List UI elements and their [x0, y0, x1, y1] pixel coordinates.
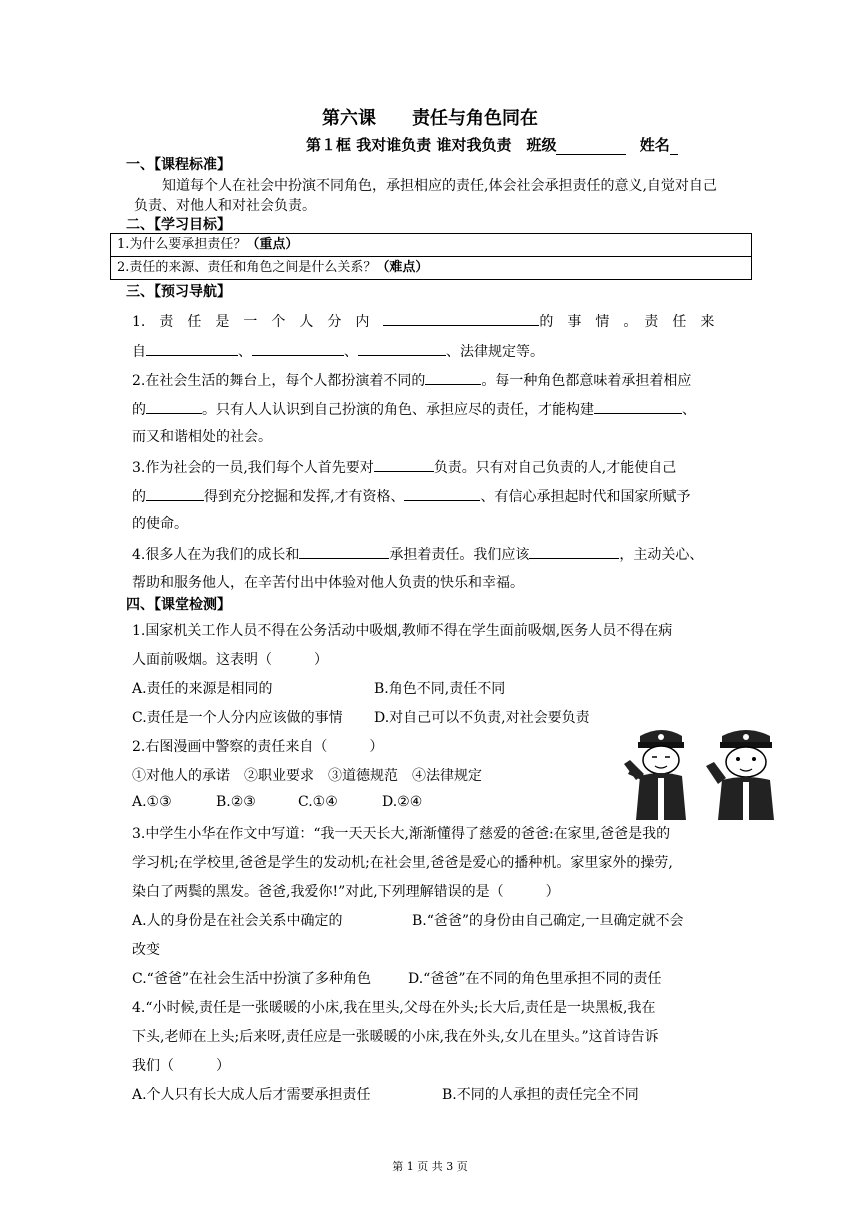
preview-q1-line1 — [132, 310, 714, 331]
preview-q3-text-c: 的 — [132, 489, 146, 505]
quiz-q2-line1: 2.右图漫画中警察的责任来自（ ） — [132, 739, 384, 755]
blank-2[interactable] — [146, 340, 238, 356]
blank-1[interactable] — [383, 310, 539, 326]
preview-q2-text-c: 的 — [132, 402, 146, 418]
preview-q1-text-d: 、法律规定等。 — [446, 344, 544, 360]
quiz-q4-line1: 4.“小时候,责任是一张暖暖的小床,我在里头,父母在外头;长大后,责任是一块黑板,我在 — [132, 1000, 656, 1016]
quiz-q4-option-a[interactable]: A.个人只有长大成人后才需要承担责任 — [132, 1087, 371, 1103]
blank-10[interactable] — [404, 485, 480, 501]
blank-6[interactable] — [146, 398, 202, 414]
preview-q3-line2 — [132, 485, 690, 506]
quiz-q2-option-c[interactable]: C.①④ — [298, 794, 338, 810]
goal-1-tag: （重点） — [246, 237, 299, 252]
quiz-q4-line3: 我们（ ） — [132, 1058, 230, 1074]
preview-q3-text-d: 得到充分挖掘和发挥,才有资格、 — [204, 489, 405, 505]
class-blank[interactable] — [556, 137, 626, 155]
preview-q2-text-b: 。每一种角色都意味着承担着相应 — [481, 373, 692, 389]
blank-8[interactable] — [374, 456, 434, 472]
quiz-q1-option-d[interactable]: D.对自己可以不负责,对社会要负责 — [374, 710, 590, 726]
section-goals-heading: 二、【学习目标】 — [126, 217, 231, 233]
goal-2-text: 2.责任的来源、责任和角色之间是什么关系？ — [117, 260, 377, 275]
preview-q2-line3: 而又和谐相处的社会。 — [132, 429, 272, 445]
subtitle — [306, 134, 678, 155]
section-standard-heading: 一、【课程标准】 — [126, 157, 231, 173]
goal-row-1 — [111, 234, 751, 256]
quiz-q3-option-a[interactable]: A.人的身份是在社会关系中确定的 — [132, 913, 343, 929]
quiz-q1-line1: 1.国家机关工作人员不得在公务活动中吸烟,教师不得在学生面前吸烟,医务人员不得在病 — [132, 623, 673, 639]
preview-q1-text-a: 1. 责 任 是 一 个 人 分 内 — [132, 314, 370, 330]
preview-q2-text-a: 2.在社会生活的舞台上，每个人都扮演着不同的 — [132, 373, 426, 389]
goals-table — [110, 233, 752, 280]
preview-q4-text-c: ，主动关心、 — [619, 547, 704, 563]
preview-q4-line2: 帮助和服务他人，在辛苦付出中体验对他人负责的快乐和幸福。 — [132, 575, 524, 591]
police-cartoon-image — [622, 724, 784, 820]
section-quiz-heading: 四、【课堂检测】 — [126, 597, 231, 613]
name-blank[interactable] — [670, 137, 678, 155]
preview-q2-text-e: 、 — [682, 402, 696, 418]
preview-q2-line1 — [132, 369, 691, 390]
quiz-q3-line3: 染白了两鬓的黑发。爸爸,我爱你!”对此,下列理解错误的是（ ） — [132, 884, 560, 900]
goal-2-tag: （难点） — [376, 260, 429, 275]
preview-q3-text-a: 3.作为社会的一员,我们每个人首先要对 — [132, 460, 374, 476]
quiz-q1-option-b[interactable]: B.角色不同,责任不同 — [374, 681, 506, 697]
quiz-q3-option-b[interactable]: B.“爸爸”的身份由自己确定,一旦确定就不会 — [412, 913, 684, 929]
quiz-q3-option-d[interactable]: D.“爸爸”在不同的角色里承担不同的责任 — [408, 971, 662, 987]
section-preview-heading: 三、【预习导航】 — [126, 284, 231, 300]
preview-q1-text-b: 的 事 情 。 责 任 来 — [539, 314, 715, 330]
goal-1-text: 1.为什么要承担责任？ — [117, 237, 247, 252]
quiz-q2-option-d[interactable]: D.②④ — [382, 794, 423, 810]
standard-line-1: 知道每个人在社会中扮演不同角色，承担相应的责任,体会社会承担责任的意义,自觉对自己 — [162, 178, 717, 194]
quiz-q1-option-a[interactable]: A.责任的来源是相同的 — [132, 681, 273, 697]
page-footer: 第 1 页 共 3 页 — [392, 1160, 468, 1173]
blank-11[interactable] — [299, 543, 389, 559]
preview-q4-text-a: 4.很多人在为我们的成长和 — [132, 547, 300, 563]
goal-row-2 — [111, 256, 751, 279]
quiz-q2-option-a[interactable]: A.①③ — [132, 794, 172, 810]
quiz-q2-line2: ①对他人的承诺 ②职业要求 ③道德规范 ④法律规定 — [132, 768, 482, 784]
preview-q4-line1 — [132, 543, 703, 564]
preview-q3-line3: 的使命。 — [132, 516, 188, 532]
police-figure-right — [706, 730, 774, 820]
lesson-title: 第六课 责任与角色同在 — [322, 108, 538, 129]
quiz-q3-option-c[interactable]: C.“爸爸”在社会生活中扮演了多种角色 — [132, 971, 371, 987]
quiz-q1-option-c[interactable]: C.责任是一个人分内应该做的事情 — [132, 710, 343, 726]
quiz-q3-line2: 学习机;在学校里,爸爸是学生的发动机;在社会里,爸爸是爱心的播种机。家里家外的操劳, — [132, 855, 673, 871]
preview-q2-line2 — [132, 398, 696, 419]
preview-q1-line2: 自 、 、 、法律规定等。 — [132, 340, 544, 361]
blank-12[interactable] — [529, 543, 619, 559]
preview-q3-text-b: 负责。只有对自己负责的人,才能使自己 — [433, 460, 677, 476]
preview-q1-text-c: 自 — [132, 344, 146, 360]
blank-7[interactable] — [594, 398, 682, 414]
subtitle-text: 第１框 我对谁负责 谁对我负责 班级 — [306, 136, 557, 154]
name-label: 姓名 — [639, 136, 670, 154]
preview-q2-text-d: 。只有人人认识到自己扮演的角色、承担应尽的责任，才能构建 — [202, 402, 594, 418]
preview-q4-text-b: 承担着责任。我们应该 — [389, 547, 530, 563]
quiz-q4-line2: 下头,老师在上头;后来呀,责任应是一张暖暖的小床,我在外头,女儿在里头。”这首诗告诉 — [132, 1029, 659, 1045]
preview-q3-text-e: 、有信心承担起时代和国家所赋予 — [480, 489, 691, 505]
standard-line-2: 负责、对他人和对社会负责。 — [134, 198, 316, 214]
blank-4[interactable] — [358, 340, 446, 356]
quiz-q4-option-b[interactable]: B.不同的人承担的责任完全不同 — [442, 1087, 639, 1103]
blank-9[interactable] — [146, 485, 204, 501]
blank-5[interactable] — [425, 369, 481, 385]
quiz-q3-option-b-cont: 改变 — [132, 942, 160, 958]
quiz-q1-line2: 人面前吸烟。这表明（ ） — [132, 652, 328, 668]
quiz-q2-option-b[interactable]: B.②③ — [216, 794, 256, 810]
blank-3[interactable] — [252, 340, 344, 356]
police-figure-left — [624, 730, 686, 820]
quiz-q3-line1: 3.中学生小华在作文中写道：“我一天天长大,渐渐懂得了慈爱的爸爸:在家里,爸爸是我的 — [132, 826, 671, 842]
preview-q3-line1 — [132, 456, 676, 477]
